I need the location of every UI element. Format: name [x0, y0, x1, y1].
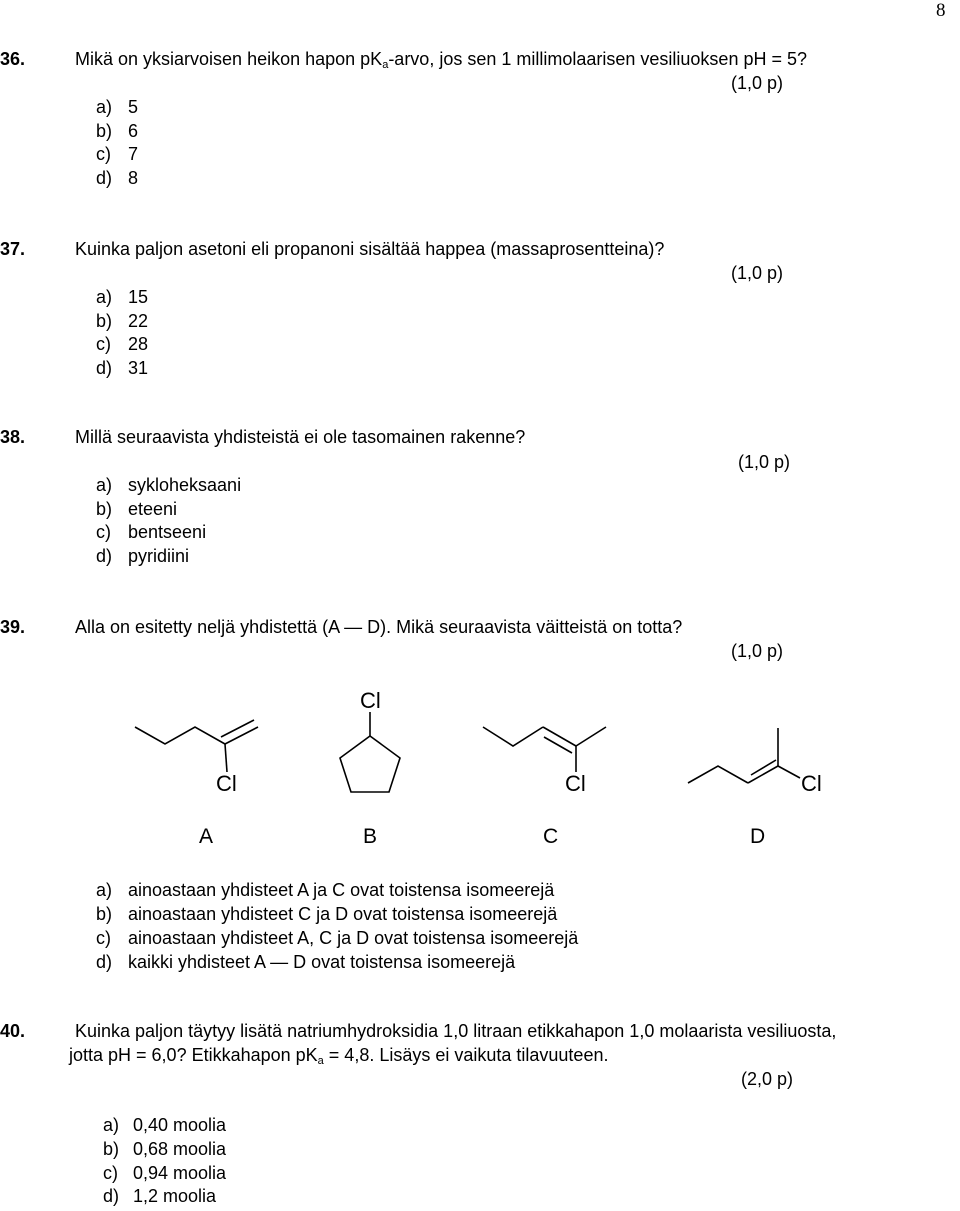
option-a-text: ainoastaan yhdisteet A ja C ovat toistensa isomeerejä	[128, 880, 555, 900]
structure-b-cl-label: Cl	[360, 688, 381, 713]
structure-d-cl-bond	[778, 766, 800, 778]
structure-label-b: B	[363, 825, 378, 848]
points-label: (1,0 p)	[731, 641, 784, 661]
option-a-letter: a)	[96, 880, 113, 900]
option-c-text: 0,94 moolia	[133, 1163, 227, 1183]
structure-d-chain	[688, 766, 748, 783]
points-label: (2,0 p)	[741, 1069, 794, 1089]
option-c-letter: c)	[96, 334, 111, 354]
option-d-text: 8	[128, 168, 139, 188]
structure-b-ring	[340, 736, 400, 792]
option-c-letter: c)	[96, 522, 111, 542]
structure-d-cl-label: Cl	[801, 771, 822, 796]
option-a-text: 0,40 moolia	[133, 1115, 227, 1135]
question-text: Alla on esitetty neljä yhdistettä (A — D). Mikä seuraavista väitteistä on totta?	[75, 617, 683, 637]
structure-a-cl-label: Cl	[216, 771, 237, 796]
option-b-text: 6	[128, 121, 139, 141]
structure-label-c: C	[543, 825, 559, 848]
question-text: Mikä on yksiarvoisen heikon hapon $pK_a$-arvo, jos sen 1 millimolaarisen vesiliuoksen pH = 5?	[75, 49, 807, 71]
question-number: 36.	[0, 49, 26, 69]
question-text: Kuinka paljon asetoni eli propanoni sisältää happea (massaprosentteina)?	[75, 239, 665, 259]
option-d-text: kaikki yhdisteet A — D ovat toistensa isomeerejä	[128, 952, 516, 972]
option-a-letter: a)	[96, 475, 113, 495]
structure-label-a: A	[199, 825, 214, 848]
structure-c-cl-label: Cl	[565, 771, 586, 796]
question-number: 40.	[0, 1021, 26, 1041]
option-c-text: 28	[128, 334, 149, 354]
points-label: (1,0 p)	[731, 263, 784, 283]
question-text-line2: jotta pH = 6,0? Etikkahapon $pK_a = 4,8$. Lisäys ei vaikuta tilavuuteen.	[69, 1045, 609, 1067]
option-c-letter: c)	[103, 1163, 118, 1183]
option-b-text: eteeni	[128, 499, 178, 519]
question-number: 37.	[0, 239, 26, 259]
question-number: 38.	[0, 427, 26, 447]
structure-a-chain	[135, 727, 225, 744]
structure-d-double-bond	[751, 760, 776, 775]
structure-a-cl-bond	[225, 744, 227, 772]
option-c-letter: c)	[96, 928, 111, 948]
option-c-text: bentseeni	[128, 522, 207, 542]
option-a-text: sykloheksaani	[128, 475, 242, 495]
option-a-letter: a)	[103, 1115, 120, 1135]
option-d-text: 31	[128, 358, 149, 378]
option-a-text: 15	[128, 287, 149, 307]
structure-label-d: D	[750, 825, 766, 848]
option-d-letter: d)	[96, 952, 113, 972]
option-c-text: 7	[128, 144, 139, 164]
option-d-text: 1,2 moolia	[133, 1186, 217, 1206]
structure-c-chain	[483, 727, 543, 746]
option-a-letter: a)	[96, 97, 113, 117]
option-b-letter: b)	[96, 499, 113, 519]
question-text-line1: Kuinka paljon täytyy lisätä natriumhydroksidia 1,0 litraan etikkahapon 1,0 molaarista vesiliuosta,	[75, 1021, 837, 1041]
question-text: Millä seuraavista yhdisteistä ei ole tasomainen rakenne?	[75, 427, 526, 447]
option-d-letter: d)	[96, 358, 113, 378]
option-c-letter: c)	[96, 144, 111, 164]
structure-a-double-bond	[221, 720, 254, 737]
option-b-letter: b)	[96, 311, 113, 331]
option-a-letter: a)	[96, 287, 113, 307]
option-d-text: pyridiini	[128, 546, 190, 566]
option-d-letter: d)	[103, 1186, 120, 1206]
option-b-letter: b)	[103, 1139, 120, 1159]
option-a-text: 5	[128, 97, 139, 117]
structure-c-double-bond	[544, 737, 572, 753]
points-label: (1,0 p)	[731, 73, 784, 93]
question-number: 39.	[0, 617, 26, 637]
structure-c-methyl-bond	[576, 727, 606, 746]
structure-a-double-bond	[225, 727, 258, 744]
option-b-text: 22	[128, 311, 149, 331]
structure-c-double-bond	[543, 727, 576, 746]
option-c-text: ainoastaan yhdisteet A, C ja D ovat toistensa isomeerejä	[128, 928, 579, 948]
option-b-text: 0,68 moolia	[133, 1139, 227, 1159]
option-b-letter: b)	[96, 904, 113, 924]
points-label: (1,0 p)	[738, 452, 791, 472]
option-d-letter: d)	[96, 168, 113, 188]
page-number: 8	[936, 0, 946, 21]
option-b-text: ainoastaan yhdisteet C ja D ovat toistensa isomeerejä	[128, 904, 558, 924]
option-d-letter: d)	[96, 546, 113, 566]
option-b-letter: b)	[96, 121, 113, 141]
